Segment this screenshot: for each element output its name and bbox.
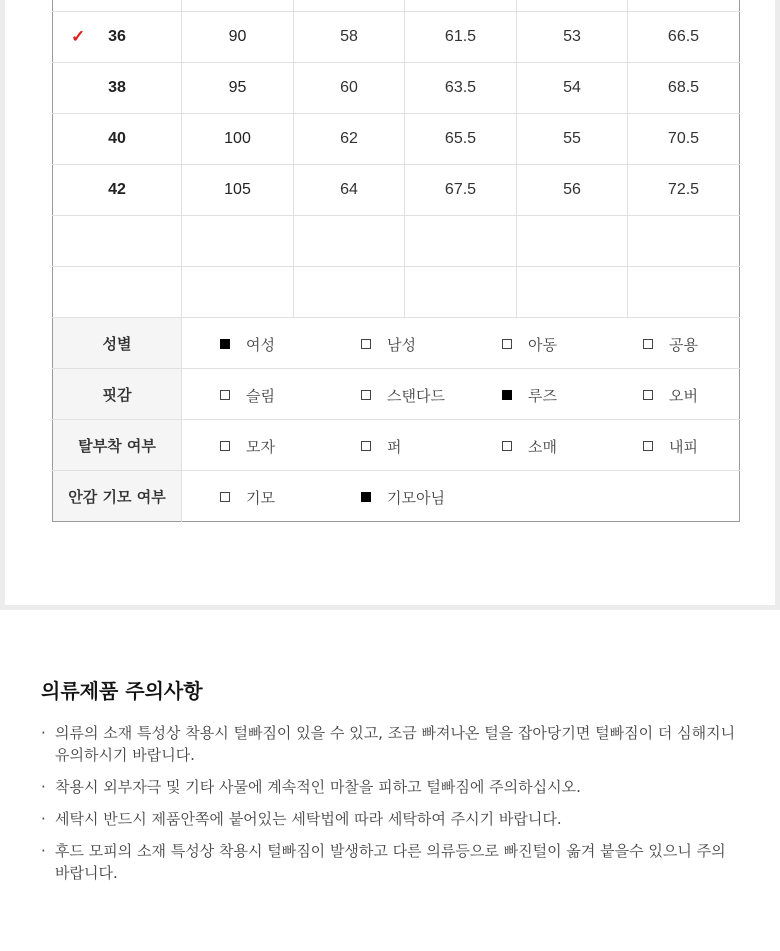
attribute-label: 핏감 <box>53 369 182 420</box>
table-row-header-clipped <box>53 0 740 12</box>
option-label: 여성 <box>246 336 275 354</box>
attribute-options <box>182 471 740 522</box>
table-cell <box>294 267 405 318</box>
attribute-row-brushed-lining <box>53 471 740 522</box>
option-over <box>643 385 698 406</box>
attribute-row-gender <box>53 318 740 369</box>
table-cell: 54 <box>517 63 628 114</box>
table-cell <box>53 216 182 267</box>
table-cell <box>405 216 517 267</box>
table-cell <box>182 267 294 318</box>
table-cell <box>517 267 628 318</box>
option-loose <box>502 385 557 406</box>
attribute-label: 탈부착 여부 <box>53 420 182 471</box>
table-cell <box>182 0 294 12</box>
table-row <box>53 165 740 216</box>
option-label: 소매 <box>528 438 557 456</box>
table-row <box>53 114 740 165</box>
table-cell <box>628 216 740 267</box>
option-kids <box>502 334 557 355</box>
attribute-options <box>182 369 740 420</box>
unchecked-box-icon <box>361 390 371 400</box>
option-hood <box>220 436 275 457</box>
size-chart-card <box>5 0 775 605</box>
table-row-empty <box>53 216 740 267</box>
size-table-body <box>53 0 740 522</box>
option-label: 공용 <box>669 336 698 354</box>
table-cell <box>405 267 517 318</box>
option-sleeve <box>502 436 557 457</box>
checked-box-icon <box>361 492 371 502</box>
unchecked-box-icon <box>643 390 653 400</box>
unchecked-box-icon <box>502 441 512 451</box>
option-label: 남성 <box>387 336 416 354</box>
unchecked-box-icon <box>220 390 230 400</box>
table-cell <box>517 216 628 267</box>
size-cell <box>53 63 182 114</box>
table-cell: 100 <box>182 114 294 165</box>
table-cell <box>294 216 405 267</box>
option-label: 내피 <box>669 438 698 456</box>
size-label: 40 <box>108 130 126 147</box>
table-cell: 62 <box>294 114 405 165</box>
table-cell <box>53 267 182 318</box>
unchecked-box-icon <box>643 339 653 349</box>
table-cell: 66.5 <box>628 12 740 63</box>
table-cell <box>405 0 517 12</box>
table-cell: 72.5 <box>628 165 740 216</box>
table-cell: 70.5 <box>628 114 740 165</box>
attribute-options <box>182 420 740 471</box>
attribute-row-detachable <box>53 420 740 471</box>
option-female <box>220 334 275 355</box>
table-cell <box>517 0 628 12</box>
size-label: 36 <box>108 28 126 45</box>
attribute-label: 안감 기모 여부 <box>53 471 182 522</box>
attribute-row-fit <box>53 369 740 420</box>
option-not-brushed <box>361 487 445 508</box>
table-cell: 53 <box>517 12 628 63</box>
unchecked-box-icon <box>361 441 371 451</box>
table-cell <box>628 267 740 318</box>
option-label: 스탠다드 <box>387 387 445 405</box>
size-label: 38 <box>108 79 126 96</box>
table-cell: 55 <box>517 114 628 165</box>
table-cell: 65.5 <box>405 114 517 165</box>
option-label: 퍼 <box>387 438 402 456</box>
table-cell: 64 <box>294 165 405 216</box>
option-label: 오버 <box>669 387 698 405</box>
table-cell: 67.5 <box>405 165 517 216</box>
option-unisex <box>643 334 698 355</box>
table-row <box>53 12 740 63</box>
table-cell: 95 <box>182 63 294 114</box>
option-label: 슬림 <box>246 387 275 405</box>
option-standard <box>361 385 445 406</box>
attribute-label: 성별 <box>53 318 182 369</box>
option-lining <box>643 436 698 457</box>
list-item: · 착용시 외부자극 및 기타 사물에 계속적인 마찰을 피하고 털빠짐에 주의하십시오. <box>41 776 741 798</box>
table-cell <box>294 0 405 12</box>
option-label: 모자 <box>246 438 275 456</box>
checked-box-icon <box>220 339 230 349</box>
table-row <box>53 63 740 114</box>
table-cell: 56 <box>517 165 628 216</box>
option-male <box>361 334 416 355</box>
size-table <box>52 0 740 522</box>
table-cell <box>182 216 294 267</box>
unchecked-box-icon <box>220 441 230 451</box>
table-cell: 63.5 <box>405 63 517 114</box>
unchecked-box-icon <box>361 339 371 349</box>
table-cell: 61.5 <box>405 12 517 63</box>
table-cell: 58 <box>294 12 405 63</box>
table-cell: 105 <box>182 165 294 216</box>
table-cell <box>53 0 182 12</box>
size-cell <box>53 165 182 216</box>
unchecked-box-icon <box>220 492 230 502</box>
care-notice-title: 의류제품 주의사항 <box>41 679 203 703</box>
option-fur <box>361 436 402 457</box>
list-item: · 의류의 소재 특성상 착용시 털빠짐이 있을 수 있고, 조금 빠져나온 털을 잡아당기면 털빠짐이 더 심해지니 유의하시기 바랍니다. <box>41 722 741 766</box>
size-cell <box>53 12 182 63</box>
size-cell <box>53 114 182 165</box>
option-label: 아동 <box>528 336 557 354</box>
table-cell: 90 <box>182 12 294 63</box>
table-cell: 68.5 <box>628 63 740 114</box>
option-slim <box>220 385 275 406</box>
option-label: 루즈 <box>528 387 557 405</box>
option-brushed <box>220 487 275 508</box>
table-row-empty <box>53 267 740 318</box>
option-label: 기모 <box>246 489 275 507</box>
table-cell: 60 <box>294 63 405 114</box>
check-icon: ✓ <box>71 27 86 46</box>
list-item: · 후드 모피의 소재 특성상 착용시 털빠짐이 발생하고 다른 의류등으로 빠진털이 옮겨 붙을수 있으니 주의 바랍니다. <box>41 840 741 884</box>
option-label: 기모아님 <box>387 489 445 507</box>
unchecked-box-icon <box>502 339 512 349</box>
size-label: 42 <box>108 181 126 198</box>
attribute-options <box>182 318 740 369</box>
care-notice-list <box>41 722 741 894</box>
checked-box-icon <box>502 390 512 400</box>
list-item: · 세탁시 반드시 제품안쪽에 붙어있는 세탁법에 따라 세탁하여 주시기 바랍니다. <box>41 808 741 830</box>
table-cell <box>628 0 740 12</box>
unchecked-box-icon <box>643 441 653 451</box>
